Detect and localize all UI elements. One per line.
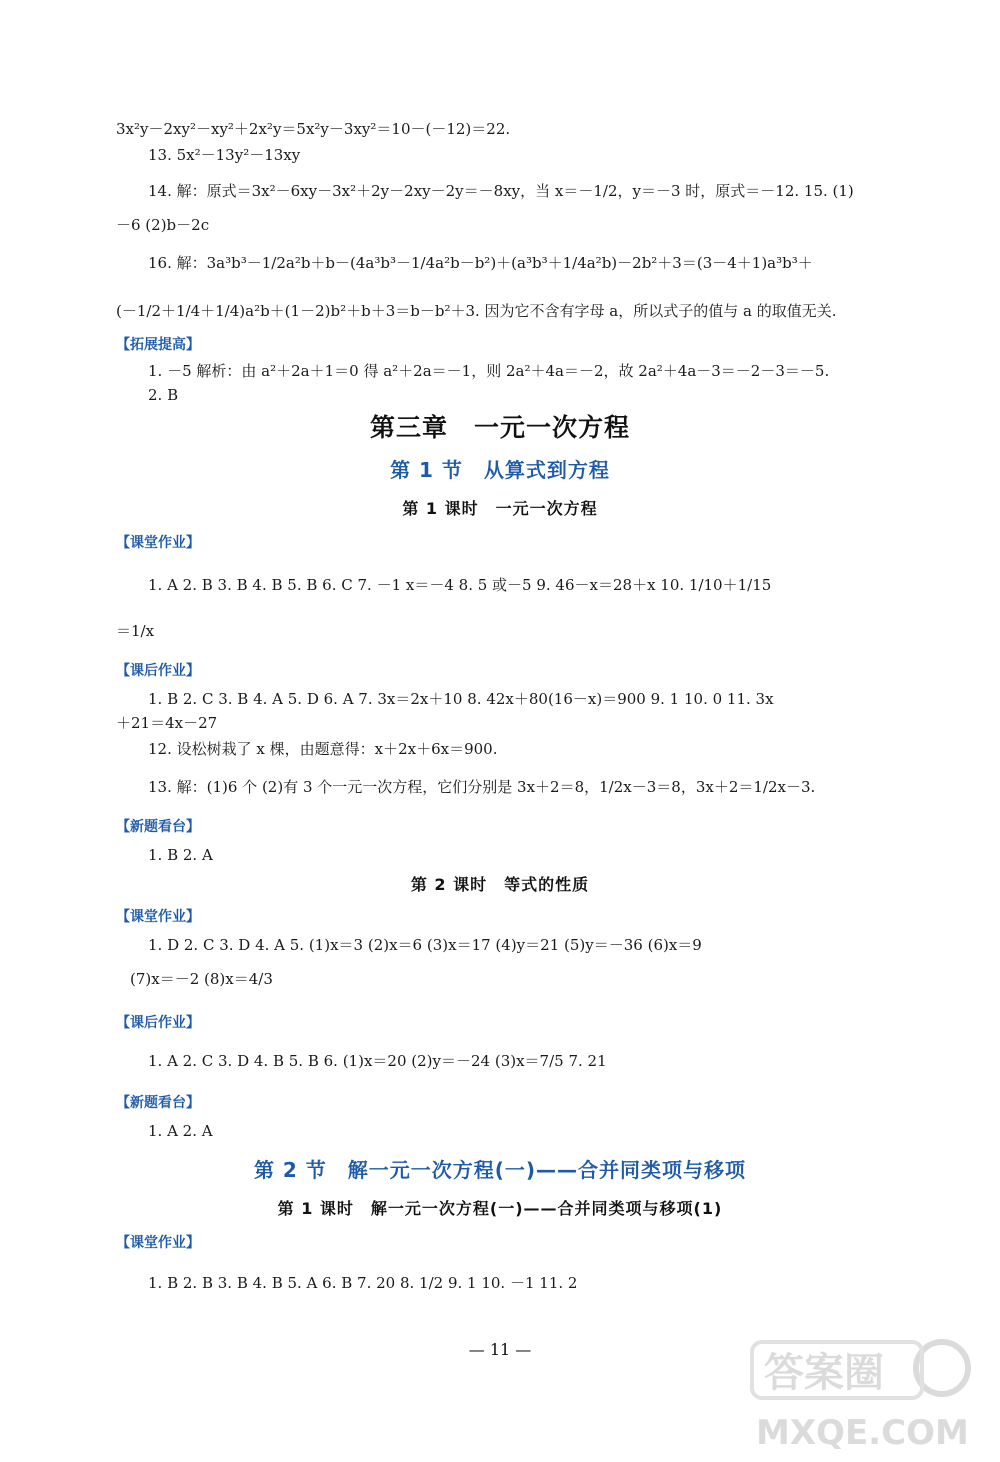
section-tag-kehou-1: 【课后作业】 <box>116 663 200 679</box>
lesson-title-2: 第 2 课时 等式的性质 <box>410 875 590 894</box>
answer-line-12: 3x²y－2xy²－xy²＋2x²y＝5x²y－3xy²＝10－(－12)＝22. <box>116 120 511 138</box>
answer-line-16a: 16. 解：3a³b³－1/2a²b＋b－(4a³b³－1/4a²b－b²)＋(a³b³＋1/4a²b)－2b²＋3＝(3－4＋1)a³b³＋ <box>148 254 813 272</box>
chapter-title: 第三章 一元一次方程 <box>369 413 630 442</box>
watermark-logo <box>742 1336 982 1456</box>
page-number: — 11 — <box>468 1340 532 1359</box>
answer-line-16b: (－1/2＋1/4＋1/4)a²b＋(1－2)b²＋b＋3＝b－b²＋3. 因为它不含有字母 a，所以式子的值与 a 的取值无关. <box>116 302 837 320</box>
answer-line-kt1a: 1. A 2. B 3. B 4. B 5. B 6. C 7. －1 x＝－4 8. 5 或－5 9. 46－x＝28＋x 10. 1/10＋1/15 <box>148 576 772 594</box>
answer-line-kt3: 1. B 2. B 3. B 4. B 5. A 6. B 7. 20 8. 1/2 9. 1 10. －1 11. 2 <box>148 1274 578 1292</box>
section-tag-ketang-2: 【课堂作业】 <box>116 909 200 925</box>
answer-line-xt2: 1. A 2. A <box>148 1122 213 1140</box>
section-tag-tuozhan: 【拓展提高】 <box>116 337 200 353</box>
answer-line-kh1c: 12. 设松树栽了 x 棵，由题意得：x＋2x＋6x＝900. <box>148 740 498 758</box>
section-tag-xinti-2: 【新题看台】 <box>116 1095 200 1111</box>
answer-line-13: 13. 5x²－13y²－13xy <box>148 146 301 164</box>
svg-text:MXQE.COM: MXQE.COM <box>756 1413 969 1453</box>
answer-line-15: －6 (2)b－2c <box>116 216 210 234</box>
answer-line-tz2: 2. B <box>148 386 179 404</box>
section-tag-ketang-3: 【课堂作业】 <box>116 1235 200 1251</box>
answer-line-kh1a: 1. B 2. C 3. B 4. A 5. D 6. A 7. 3x＝2x＋10 8. 42x＋80(16－x)＝900 9. 1 10. 0 11. 3x <box>148 690 774 708</box>
svg-text:答案圈: 答案圈 <box>764 1350 884 1396</box>
section-title-2: 第 2 节 解一元一次方程(一)——合并同类项与移项 <box>253 1158 747 1182</box>
lesson-title-1: 第 1 课时 一元一次方程 <box>402 499 598 518</box>
answer-line-kh1d: 13. 解：(1)6 个 (2)有 3 个一元一次方程，它们分别是 3x＋2＝8，1/2x－3＝8，3x＋2＝1/2x－3. <box>148 778 816 796</box>
answer-line-kh2a: 1. A 2. C 3. D 4. B 5. B 6. (1)x＝20 (2)y＝－24 (3)x＝7/5 7. 21 <box>148 1052 607 1070</box>
answer-line-kt2b: (7)x＝－2 (8)x＝4/3 <box>130 970 273 988</box>
answer-line-kt2a: 1. D 2. C 3. D 4. A 5. (1)x＝3 (2)x＝6 (3)x＝17 (4)y＝21 (5)y＝－36 (6)x＝9 <box>148 936 702 954</box>
section-tag-ketang-1: 【课堂作业】 <box>116 535 200 551</box>
answer-line-kh1b: ＋21＝4x－27 <box>116 714 218 732</box>
answer-line-14: 14. 解：原式＝3x²－6xy－3x²＋2y－2xy－2y＝－8xy，当 x＝－1/2，y＝－3 时，原式＝－12. 15. (1) <box>148 182 854 200</box>
answer-line-tz1: 1. －5 解析：由 a²＋2a＋1＝0 得 a²＋2a＝－1，则 2a²＋4a＝－2，故 2a²＋4a－3＝－2－3＝－5. <box>148 362 830 380</box>
section-tag-xinti-1: 【新题看台】 <box>116 819 200 835</box>
section-tag-kehou-2: 【课后作业】 <box>116 1015 200 1031</box>
section-title-1: 第 1 节 从算式到方程 <box>390 458 610 482</box>
answer-line-xt1: 1. B 2. A <box>148 846 213 864</box>
lesson-title-3: 第 1 课时 解一元一次方程(一)——合并同类项与移项(1) <box>277 1199 723 1218</box>
answer-line-kt1b: ＝1/x <box>116 622 155 640</box>
